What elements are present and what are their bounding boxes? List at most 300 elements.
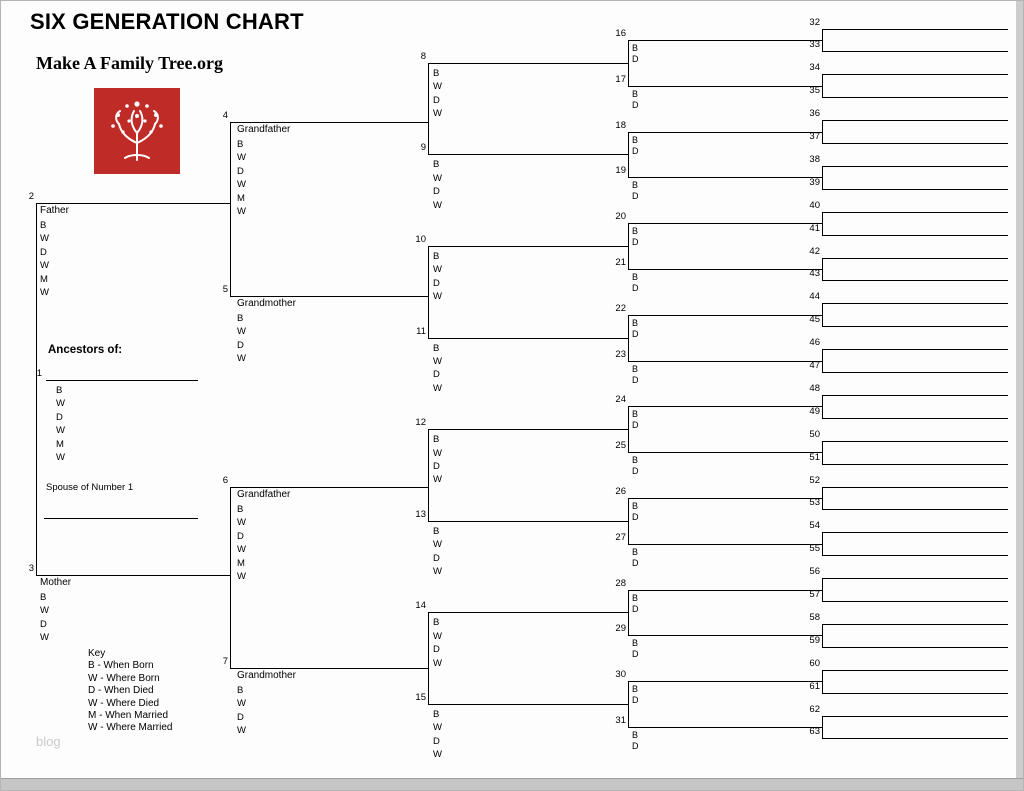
person-number-61: 61	[809, 680, 820, 692]
person-number-52: 52	[809, 474, 820, 486]
person-number-8: 8	[420, 50, 426, 62]
name-line-48	[822, 395, 1008, 396]
person-number-40: 40	[809, 199, 820, 211]
name-line-23	[628, 361, 822, 362]
connector-gen6	[822, 74, 823, 97]
person-fields-1	[56, 384, 65, 464]
name-line-3	[36, 575, 230, 576]
connector-gen5	[628, 406, 629, 452]
name-line-26	[628, 498, 822, 499]
name-line-63	[822, 738, 1008, 739]
person-fields-9	[433, 158, 442, 212]
person-number-63: 63	[809, 726, 820, 738]
field-letter: W	[40, 260, 49, 272]
person-fields-29	[632, 638, 639, 660]
person-number-55: 55	[809, 543, 820, 555]
person-number-36: 36	[809, 108, 820, 120]
person-fields-24	[632, 409, 639, 431]
person-fields-18	[632, 135, 639, 157]
person-number-13: 13	[415, 508, 426, 520]
field-letter: D	[433, 644, 440, 656]
connector-gen4	[428, 612, 429, 704]
person-number-34: 34	[809, 62, 820, 74]
person-number-5: 5	[222, 284, 228, 295]
field-letter: W	[433, 474, 442, 486]
field-letter: B	[632, 88, 639, 99]
person-fields-28	[632, 593, 639, 615]
person-fields-31	[632, 730, 639, 752]
connector-gen6	[822, 624, 823, 647]
spouse-name-line	[44, 518, 198, 519]
connector-gen5	[628, 132, 629, 178]
connector-gen6	[822, 670, 823, 693]
person-number-57: 57	[809, 589, 820, 600]
field-letter: D	[237, 165, 244, 177]
field-letter: B	[632, 546, 639, 557]
person-number-1: 1	[36, 368, 42, 379]
person-number-39: 39	[809, 176, 820, 188]
field-letter: W	[40, 233, 49, 245]
person-number-44: 44	[809, 291, 820, 303]
key-entry: M - When Married	[88, 709, 169, 721]
name-line-14	[428, 612, 628, 613]
connector-gen5	[628, 40, 629, 86]
logo	[94, 88, 180, 174]
person-number-31: 31	[615, 714, 626, 726]
field-letter: D	[433, 369, 440, 381]
name-line-43	[822, 280, 1008, 281]
name-line-8	[428, 63, 628, 64]
person-number-53: 53	[809, 497, 820, 509]
field-letter: B	[40, 220, 47, 231]
person-number-15: 15	[415, 692, 426, 704]
name-line-60	[822, 670, 1008, 671]
person-number-14: 14	[415, 600, 426, 612]
key-block	[88, 648, 172, 735]
person-fields-3	[40, 591, 49, 645]
connector-gen6	[822, 212, 823, 235]
person-fields-4	[237, 138, 246, 218]
name-line-28	[628, 590, 822, 591]
person-number-59: 59	[809, 634, 820, 646]
person-label-7: Grandmother	[237, 670, 296, 681]
field-letter: D	[632, 603, 639, 614]
person-number-47: 47	[809, 360, 820, 371]
person-number-24: 24	[615, 394, 626, 406]
field-letter: W	[433, 630, 442, 642]
field-letter: D	[237, 339, 244, 351]
person-number-25: 25	[615, 440, 626, 452]
field-letter: B	[632, 226, 639, 237]
name-line-9	[428, 154, 628, 155]
field-letter: B	[433, 251, 440, 263]
person-number-37: 37	[809, 131, 820, 142]
person-number-43: 43	[809, 268, 820, 280]
person-number-29: 29	[615, 623, 626, 635]
field-letter: W	[40, 605, 49, 617]
watermark: blog	[36, 734, 61, 749]
name-line-27	[628, 544, 822, 545]
person-fields-6	[237, 503, 246, 583]
person-number-19: 19	[615, 165, 626, 177]
logo-background	[94, 88, 180, 174]
field-letter: W	[237, 570, 246, 582]
field-letter: B	[237, 685, 244, 696]
field-letter: B	[433, 434, 440, 446]
name-line-42	[822, 258, 1008, 259]
name-line-53	[822, 509, 1008, 510]
name-line-58	[822, 624, 1008, 625]
name-line-33	[822, 51, 1008, 52]
person-number-6: 6	[222, 475, 228, 486]
connector-gen6	[822, 487, 823, 510]
field-letter: W	[237, 725, 246, 737]
field-letter: B	[433, 67, 440, 79]
connector-gen4	[428, 429, 429, 521]
field-letter: W	[237, 517, 246, 529]
field-letter: D	[632, 649, 639, 660]
person-fields-17	[632, 89, 639, 111]
connector-gen6	[822, 29, 823, 52]
field-letter: D	[632, 511, 639, 522]
connector-gen6	[822, 441, 823, 464]
name-line-2	[36, 203, 230, 204]
person-number-11: 11	[416, 325, 426, 337]
connector-gen4	[428, 63, 429, 155]
field-letter: B	[40, 592, 47, 603]
field-letter: D	[632, 420, 639, 431]
person-number-17: 17	[615, 73, 626, 85]
field-letter: B	[632, 455, 639, 466]
name-line-52	[822, 487, 1008, 488]
field-letter: B	[433, 617, 440, 629]
name-line-50	[822, 441, 1008, 442]
field-letter: B	[632, 638, 639, 649]
person-fields-22	[632, 318, 639, 340]
field-letter: W	[433, 81, 442, 93]
person-fields-20	[632, 226, 639, 248]
field-letter: W	[56, 398, 65, 410]
name-line-57	[822, 601, 1008, 602]
field-letter: D	[632, 740, 639, 751]
field-letter: W	[433, 447, 442, 459]
person-number-21: 21	[615, 256, 626, 268]
field-letter: D	[632, 466, 639, 477]
field-letter: B	[237, 139, 244, 150]
field-letter: D	[632, 695, 639, 706]
field-letter: W	[237, 205, 246, 217]
connector-gen5	[628, 315, 629, 361]
field-letter: W	[433, 566, 442, 578]
tree-icon	[94, 88, 180, 174]
connector-gen6	[822, 395, 823, 418]
person-fields-14	[433, 616, 442, 670]
name-line-5	[230, 296, 428, 297]
connector-gen6	[822, 258, 823, 281]
field-letter: D	[433, 735, 440, 747]
field-letter: D	[433, 186, 440, 198]
person-number-51: 51	[809, 451, 820, 463]
person-number-28: 28	[615, 577, 626, 589]
person-number-2: 2	[28, 191, 34, 202]
field-letter: W	[40, 286, 49, 298]
connector-gen4	[428, 246, 429, 338]
field-letter: B	[433, 159, 440, 171]
person-number-45: 45	[809, 314, 820, 326]
connector-gen6	[822, 716, 823, 739]
person-number-48: 48	[809, 382, 820, 394]
field-letter: W	[433, 539, 442, 551]
name-line-16	[628, 40, 822, 41]
person-number-35: 35	[809, 85, 820, 97]
person-number-27: 27	[615, 531, 626, 543]
person-label-3: Mother	[40, 577, 72, 588]
name-line-54	[822, 532, 1008, 533]
field-letter: B	[632, 409, 639, 420]
field-letter: D	[237, 711, 244, 723]
name-line-4	[230, 122, 428, 123]
name-line-56	[822, 578, 1008, 579]
person-label-5: Grandmother	[237, 298, 296, 309]
field-letter: D	[56, 411, 63, 423]
name-line-13	[428, 521, 628, 522]
field-letter: B	[632, 317, 639, 328]
field-letter: D	[433, 552, 440, 564]
person-fields-15	[433, 708, 442, 762]
field-letter: D	[632, 557, 639, 568]
name-line-10	[428, 246, 628, 247]
connector-gen2	[36, 203, 37, 575]
connector-gen5	[628, 498, 629, 544]
field-letter: D	[237, 530, 244, 542]
name-line-20	[628, 223, 822, 224]
person-number-42: 42	[809, 245, 820, 257]
person-fields-26	[632, 501, 639, 523]
field-letter: B	[237, 504, 244, 515]
key-entry: W - Where Born	[88, 672, 160, 684]
name-line-21	[628, 269, 822, 270]
field-letter: B	[56, 385, 63, 396]
field-letter: B	[237, 313, 244, 324]
field-letter: M	[237, 557, 245, 569]
field-letter: W	[433, 172, 442, 184]
connector-gen6	[822, 578, 823, 601]
key-title: Key	[88, 648, 106, 659]
connector-gen6	[822, 120, 823, 143]
ancestors-heading: Ancestors of:	[48, 344, 123, 356]
name-line-22	[628, 315, 822, 316]
field-letter: W	[237, 698, 246, 710]
name-line-41	[822, 235, 1008, 236]
field-letter: W	[433, 264, 442, 276]
page-title: SIX GENERATION CHART	[30, 9, 304, 34]
name-line-25	[628, 452, 822, 453]
name-line-1	[46, 380, 198, 381]
field-letter: W	[433, 749, 442, 761]
field-letter: W	[433, 382, 442, 394]
field-letter: W	[237, 152, 246, 164]
field-letter: W	[433, 657, 442, 669]
name-line-35	[822, 97, 1008, 98]
name-line-6	[230, 487, 428, 488]
field-letter: D	[632, 191, 639, 202]
person-number-50: 50	[809, 428, 820, 440]
name-line-34	[822, 74, 1008, 75]
field-letter: W	[40, 632, 49, 644]
field-letter: W	[433, 722, 442, 734]
person-fields-8	[433, 67, 442, 121]
field-letter: B	[632, 134, 639, 145]
field-letter: W	[433, 356, 442, 368]
field-letter: D	[632, 282, 639, 293]
person-number-4: 4	[222, 110, 228, 121]
field-letter: W	[237, 179, 246, 191]
person-number-58: 58	[809, 611, 820, 623]
field-letter: D	[40, 618, 47, 630]
name-line-11	[428, 338, 628, 339]
connector-gen6	[822, 349, 823, 372]
field-letter: D	[433, 94, 440, 106]
person-fields-12	[433, 433, 442, 487]
name-line-15	[428, 704, 628, 705]
field-letter: D	[40, 246, 47, 258]
connector-gen3	[230, 122, 231, 296]
field-letter: D	[433, 461, 440, 473]
field-letter: B	[632, 500, 639, 511]
field-letter: W	[56, 451, 65, 463]
person-number-22: 22	[615, 302, 626, 314]
person-number-38: 38	[809, 153, 820, 165]
person-number-56: 56	[809, 566, 820, 578]
person-number-26: 26	[615, 485, 626, 497]
person-label-4: Grandfather	[237, 124, 291, 135]
field-letter: W	[237, 544, 246, 556]
field-letter: W	[56, 425, 65, 437]
field-letter: D	[632, 99, 639, 110]
connector-gen6	[822, 532, 823, 555]
field-letter: M	[56, 438, 64, 450]
field-letter: W	[237, 326, 246, 338]
person-number-20: 20	[615, 211, 626, 223]
field-letter: B	[632, 363, 639, 374]
key-entry: W - Where Died	[88, 697, 160, 709]
field-letter: B	[632, 684, 639, 695]
person-number-60: 60	[809, 657, 820, 669]
name-line-38	[822, 166, 1008, 167]
person-number-7: 7	[222, 656, 228, 667]
field-letter: D	[632, 374, 639, 385]
key-entry: B - When Born	[88, 660, 154, 672]
name-line-47	[822, 372, 1008, 373]
person-fields-2	[40, 219, 49, 299]
field-letter: D	[433, 277, 440, 289]
name-line-37	[822, 143, 1008, 144]
name-line-59	[822, 647, 1008, 648]
field-letter: B	[632, 592, 639, 603]
person-fields-19	[632, 180, 639, 202]
page-edge-right	[1016, 0, 1024, 791]
field-letter: D	[632, 145, 639, 156]
site-name: Make A Family Tree.org	[36, 53, 223, 73]
field-letter: B	[433, 342, 440, 354]
name-line-24	[628, 406, 822, 407]
field-letter: M	[237, 192, 245, 204]
person-fields-30	[632, 684, 639, 706]
connector-gen6	[822, 303, 823, 326]
person-fields-25	[632, 455, 639, 477]
field-letter: B	[433, 709, 440, 721]
person-fields-10	[433, 250, 442, 304]
person-label-6: Grandfather	[237, 489, 291, 500]
name-line-51	[822, 464, 1008, 465]
name-line-61	[822, 693, 1008, 694]
person-number-10: 10	[415, 234, 426, 246]
connector-gen5	[628, 223, 629, 269]
name-line-62	[822, 716, 1008, 717]
key-entry: D - When Died	[88, 685, 154, 697]
field-letter: B	[632, 180, 639, 191]
person-number-18: 18	[615, 119, 626, 131]
person-label-2: Father	[40, 205, 69, 216]
name-line-44	[822, 303, 1008, 304]
spouse-label: Spouse of Number 1	[46, 482, 134, 493]
person-number-16: 16	[615, 27, 626, 39]
person-number-23: 23	[615, 348, 626, 360]
name-line-39	[822, 189, 1008, 190]
person-number-32: 32	[809, 16, 820, 28]
name-line-17	[628, 86, 822, 87]
field-letter: B	[632, 42, 639, 53]
name-line-19	[628, 177, 822, 178]
name-line-12	[428, 429, 628, 430]
person-fields-11	[433, 342, 442, 396]
person-fields-13	[433, 525, 442, 579]
name-line-29	[628, 635, 822, 636]
field-letter: W	[433, 199, 442, 211]
name-line-49	[822, 418, 1008, 419]
name-line-30	[628, 681, 822, 682]
person-number-3: 3	[28, 563, 34, 574]
name-line-31	[628, 727, 822, 728]
name-line-40	[822, 212, 1008, 213]
connector-gen5	[628, 681, 629, 727]
field-letter: D	[632, 53, 639, 64]
field-letter: B	[433, 525, 440, 537]
person-number-46: 46	[809, 337, 820, 349]
field-letter: W	[433, 108, 442, 120]
field-letter: M	[40, 273, 48, 285]
person-fields-5	[237, 312, 246, 366]
page-edge-bottom	[0, 778, 1024, 791]
name-line-46	[822, 349, 1008, 350]
person-fields-27	[632, 547, 639, 569]
field-letter: W	[433, 291, 442, 303]
name-line-55	[822, 555, 1008, 556]
field-letter: B	[632, 271, 639, 282]
connector-gen6	[822, 166, 823, 189]
field-letter: B	[632, 729, 639, 740]
name-line-32	[822, 29, 1008, 30]
person-number-49: 49	[809, 405, 820, 417]
field-letter: D	[632, 237, 639, 248]
person-number-33: 33	[809, 39, 820, 51]
person-fields-16	[632, 43, 639, 65]
connector-gen3	[230, 487, 231, 668]
person-number-54: 54	[809, 520, 820, 532]
person-number-12: 12	[415, 417, 426, 429]
field-letter: D	[632, 328, 639, 339]
name-line-7	[230, 668, 428, 669]
